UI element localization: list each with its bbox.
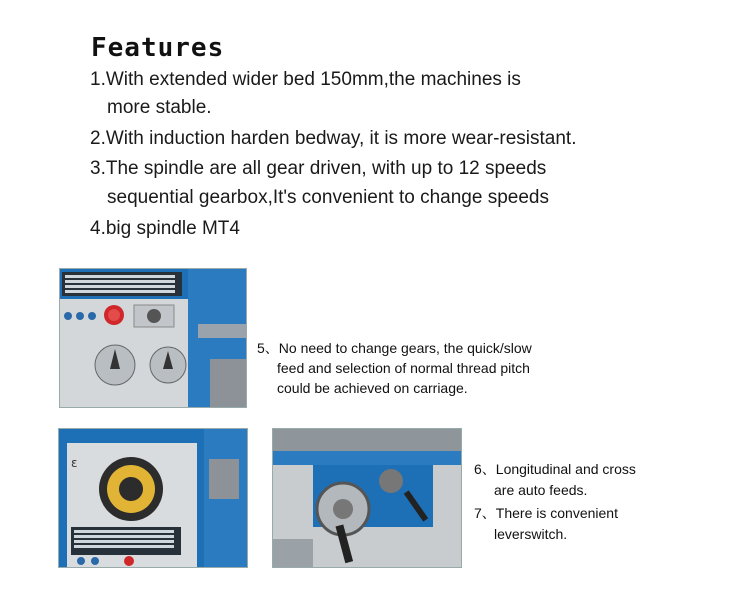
feature-1-line1: 1.With extended wider bed 150mm,the machines is: [90, 69, 521, 90]
feature-item-2: [90, 128, 576, 150]
feature-item-1: [90, 69, 521, 119]
caption-6-line2: are auto feeds.: [494, 482, 588, 498]
features-title: Features: [91, 33, 225, 63]
caption-6: [474, 459, 636, 501]
caption-5-line2: feed and selection of normal thread pitch: [277, 360, 530, 376]
carriage-handwheel-photo: [272, 428, 462, 568]
feature-2-line1: 2.With induction harden bedway, it is more wear-resistant.: [90, 128, 577, 149]
feature-item-4: [90, 218, 240, 240]
caption-7-line1: 7、There is convenient: [474, 505, 618, 521]
feature-1-line2: more stable.: [107, 97, 212, 118]
feature-3-line1: 3.The spindle are all gear driven, with up to 12 speeds: [90, 158, 547, 179]
svg-text:ε: ε: [71, 456, 78, 470]
gearbox-dial-photo: [58, 428, 248, 568]
feature-4-line1: 4.big spindle MT4: [90, 218, 240, 239]
feature-3-line2: sequential gearbox,It's convenient to change speeds: [107, 187, 549, 208]
caption-5-line3: could be achieved on carriage.: [277, 380, 468, 396]
caption-7-line2: leverswitch.: [494, 526, 568, 542]
caption-5: [257, 338, 532, 398]
feature-item-3: [90, 158, 549, 209]
caption-6-line1: 6、Longitudinal and cross: [474, 461, 636, 477]
caption-7: [474, 503, 618, 545]
control-panel-photo: [59, 268, 247, 408]
caption-5-line1: 5、No need to change gears, the quick/slow: [257, 340, 532, 356]
